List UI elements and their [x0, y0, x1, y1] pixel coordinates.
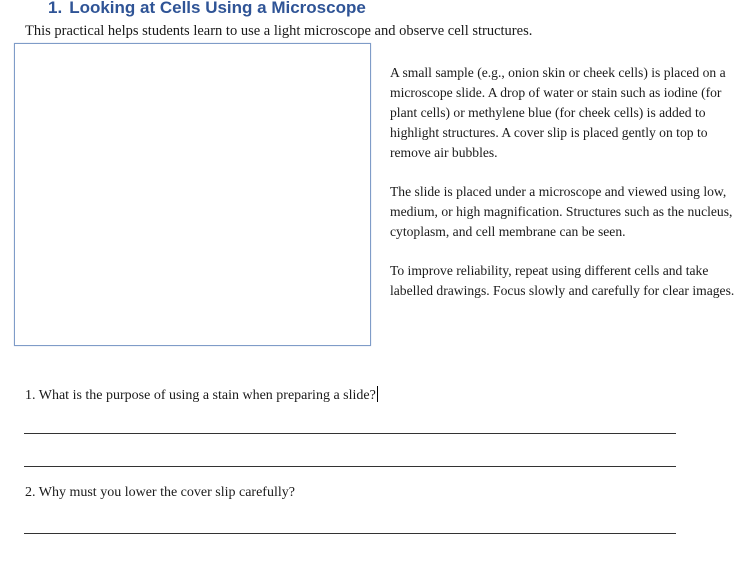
heading-text: Looking at Cells Using a Microscope: [69, 0, 366, 17]
section-heading: [48, 0, 366, 18]
image-placeholder-box[interactable]: [14, 43, 371, 346]
question-2-text: 2. Why must you lower the cover slip carefully?: [25, 485, 295, 500]
answer-line-1a[interactable]: [24, 433, 676, 434]
body-text-column: [390, 63, 742, 320]
answer-line-2a[interactable]: [24, 533, 676, 534]
paragraph-reliability: To improve reliability, repeat using different cells and take labelled drawings. Focus slowly and carefully for clear images.: [390, 263, 735, 298]
paragraph-preparation: A small sample (e.g., onion skin or cheek cells) is placed on a microscope slide. A drop of water or stain such as iodine (for plant cells) or methylene blue (for cheek cells) is added to highlight structures. A cover slip is placed gently on top to remove air bubbles.: [390, 65, 726, 160]
heading-number: 1.: [48, 0, 63, 17]
text-cursor: [377, 386, 378, 402]
question-1[interactable]: [25, 386, 378, 404]
question-1-text: 1. What is the purpose of using a stain when preparing a slide?: [25, 388, 376, 403]
answer-line-1b[interactable]: [24, 466, 676, 467]
intro-text: This practical helps students learn to use a light microscope and observe cell structures.: [25, 23, 533, 39]
paragraph-viewing: The slide is placed under a microscope and viewed using low, medium, or high magnification. Structures such as the nucleus, cytoplasm, and cell membrane can be seen.: [390, 184, 733, 239]
question-2[interactable]: [25, 485, 295, 501]
